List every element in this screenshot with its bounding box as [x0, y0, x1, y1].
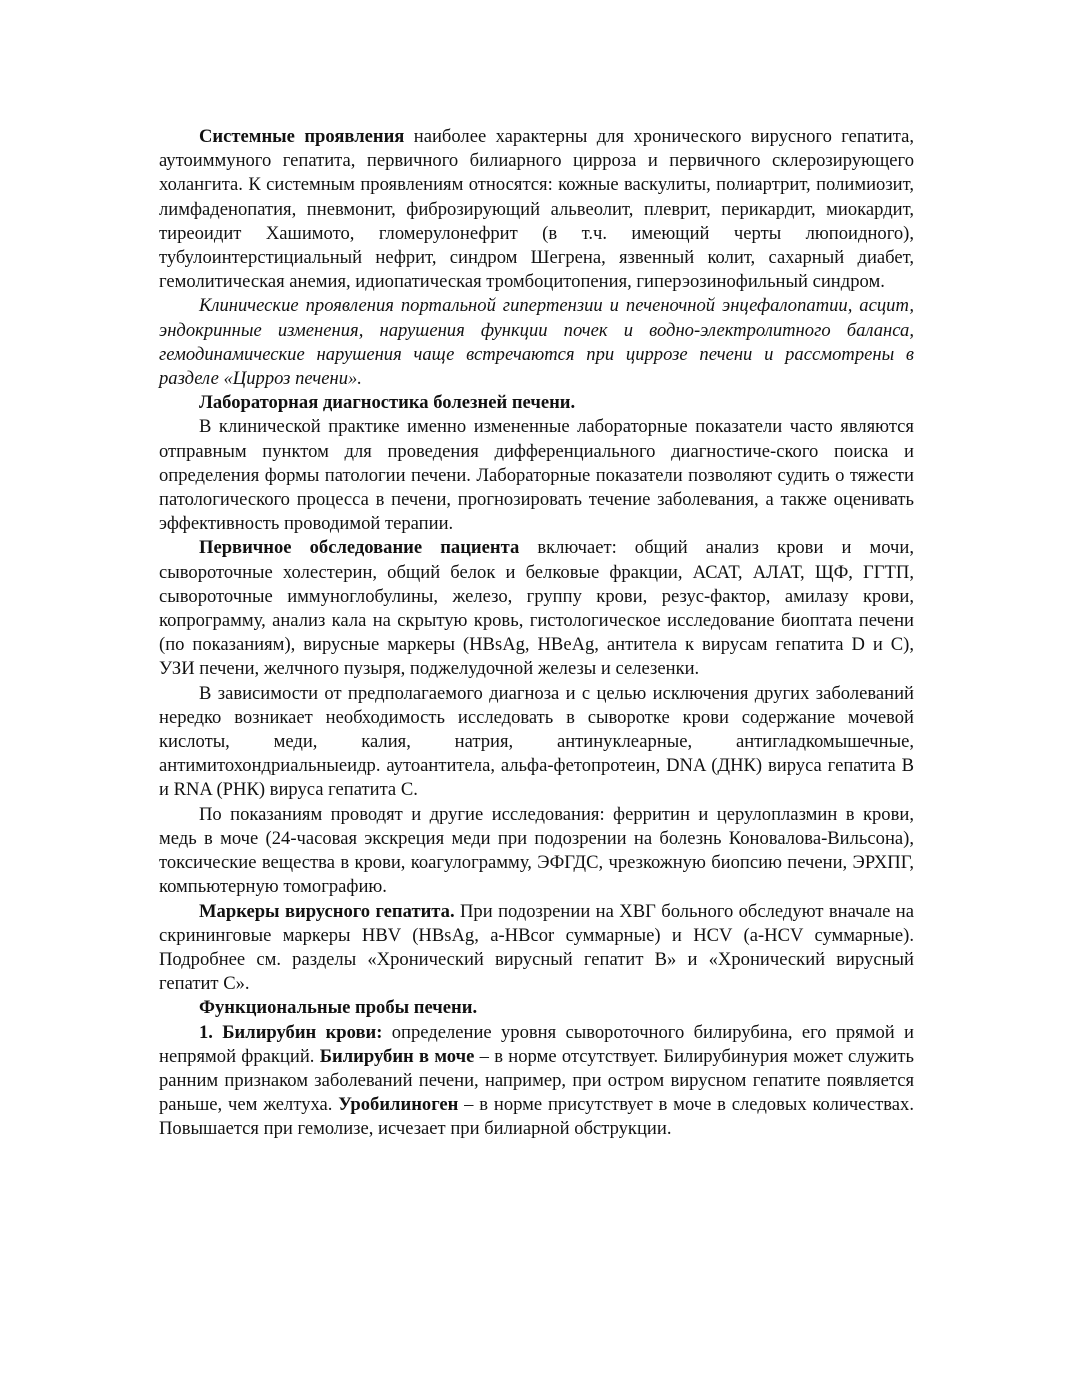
paragraph-bilirubin: [159, 1021, 914, 1142]
bold-term-systemic-manifestations: Системные проявления: [199, 126, 405, 147]
heading-text: Функциональные пробы печени.: [199, 997, 478, 1019]
paragraph-text: наиболее характерны для хронического вирусного гепатита, аутоиммуного гепатита, первичного билиарного цирроза и первичного склерозирующего холангита. К системным проявлениям относятся: кожные васкулиты, полиартрит, полимиозит, лимфаденопатия, пневмонит, фиброзирующий альвеолит, плеврит, перикардит, миокардит, тиреоидит Хашимото, гломерулонефрит (в т.ч. имеющий черты люпоидного), тубулоинтерстициальный нефрит, синдром Шегрена, язвенный колит, сахарный диабет, гемолитическая анемия, идиопатическая тромбоцитопения, гиперэозинофильный синдром.: [159, 126, 914, 293]
paragraph-differential-diagnosis: [159, 682, 914, 803]
heading-text: Лабораторная диагностика болезней печени.: [199, 392, 576, 414]
paragraph-primary-examination: [159, 536, 914, 681]
paragraph-text: По показаниям проводят и другие исследования: ферритин и церулоплазмин в крови, медь в моче (24-часовая экскреция меди при подозрении на болезнь Коновалова-Вильсона), токсические вещества в крови, коагулограмму, ЭФГДС, чрезкожную биопсию печени, ЭРХПГ, компьютерную томографию.: [159, 803, 914, 898]
paragraph-text: В зависимости от предполагаемого диагноза и с целью исключения других заболеваний нередко возникает необходимость исследовать в сыворотке крови содержание мочевой кислоты, меди, калия, натрия, антинуклеарные, антигладкомышечные, антимитохондриальныеидр. аутоантитела, альфа-фетопротеин, DNA (ДНК) вируса гепатита В и RNA (РНК) вируса гепатита С.: [159, 682, 914, 801]
paragraph-text: При подозрении на ХВГ больного обследуют вначале на скрининговые маркеры HBV (HBsAg, a-HBcor суммарные) и HCV (a-HCV суммарные). Подробнее см. разделы «Хронический вирусный гепатит В» и «Хронический вирусный гепатит С».: [159, 900, 914, 995]
paragraph-text: В клинической практике именно измененные лабораторные показатели часто являются отправным пунктом для проведения дифференциального диагностиче-ского поиска и определения формы патологии печени. Лабораторные показатели позволяют судить о тяжести патологического процесса в печени, прогнозировать течение заболевания, а также оценивать эффективность проводимой терапии.: [159, 416, 914, 535]
paragraph-viral-markers: [159, 900, 914, 997]
section-heading-liver-function-tests: [159, 996, 914, 1020]
paragraph-text: определение уровня сывороточного билирубина, его прямой и непрямой фракций.: [159, 1021, 914, 1067]
bold-term-urobilinogen: Уробилиноген: [338, 1094, 459, 1116]
paragraph-clinical-practice: [159, 415, 914, 536]
paragraph-clinical-portal-hypertension: [159, 294, 914, 391]
paragraph-other-studies: [159, 803, 914, 900]
bold-term-primary-examination: Первичное обследование пациента: [199, 537, 520, 559]
document-page: [159, 125, 914, 1142]
section-heading-lab-diagnostics: [159, 391, 914, 415]
bold-term-blood-bilirubin: 1. Билирубин крови:: [199, 1021, 383, 1043]
italic-paragraph-text: Клинические проявления портальной гипертензии и печеночной энцефалопатии, асцит, эндокринные изменения, нарушения функции почек и водно-электролитного баланса, гемодинамические нарушения чаще встречаются при циррозе печени и рассмотрены в разделе «Цирроз печени».: [159, 295, 914, 390]
paragraph-text: включает: общий анализ крови и мочи, сывороточные холестерин, общий белок и белковые фракции, АСАТ, АЛАТ, ЩФ, ГГТП, сывороточные иммуноглобулины, железо, группу крови, резус-фактор, амилазу крови, копрограмму, анализ кала на скрытую кровь, гистологическое исследование биоптата печени (по показаниям), вирусные маркеры (HBsAg, HBeAg, антитела к вирусам гепатита D и C), УЗИ печени, желчного пузыря, поджелудочной железы и селезенки.: [159, 537, 914, 680]
paragraph-text: – в норме отсутствует. Билирубинурия может служить ранним признаком заболеваний печени, например, при остром вирусном гепатите появляется раньше, чем желтуха.: [159, 1045, 914, 1116]
bold-term-urine-bilirubin: Билирубин в моче: [319, 1045, 475, 1067]
paragraph-systemic-manifestations: [159, 125, 914, 294]
bold-term-viral-markers: Маркеры вирусного гепатита.: [199, 900, 455, 922]
paragraph-text: – в норме присутствует в моче в следовых количествах. Повышается при гемолизе, исчезает при билиарной обструкции.: [159, 1094, 914, 1140]
